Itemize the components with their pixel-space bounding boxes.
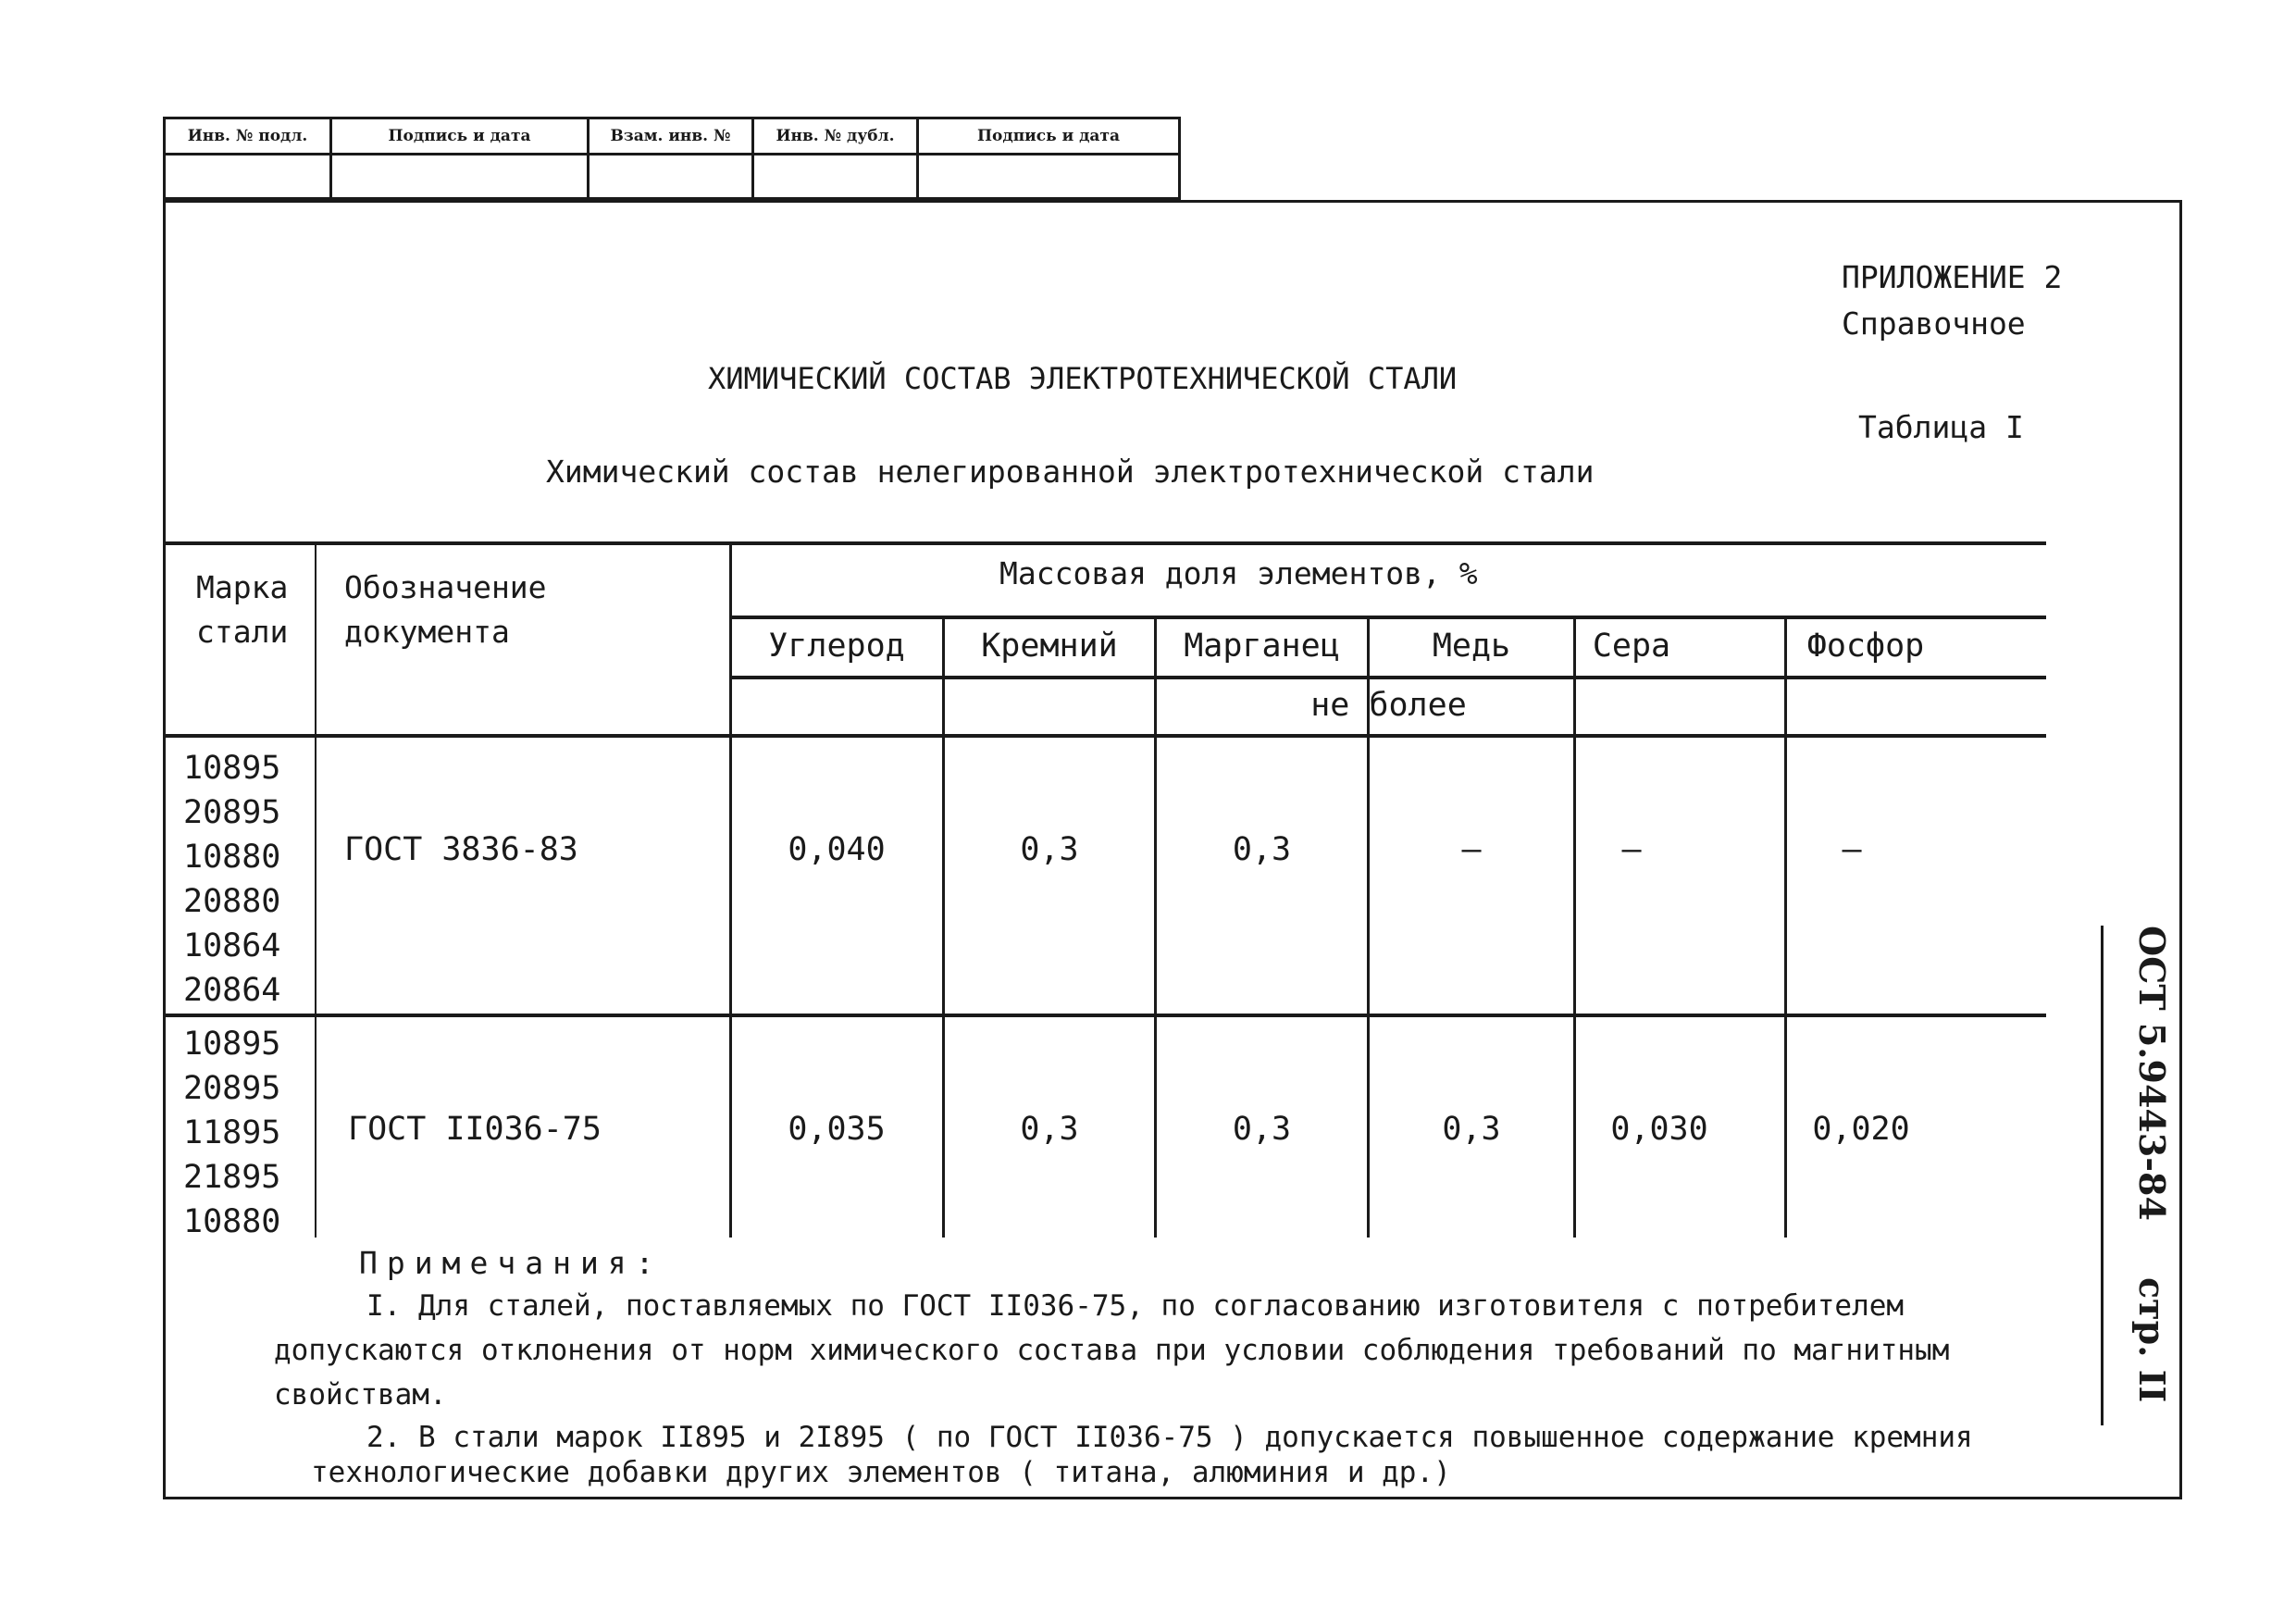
header-copper: Медь (1432, 628, 1511, 665)
archive-stamp (163, 117, 1181, 200)
stamp-header: Взам. инв. № (590, 119, 751, 155)
header-bottom-line (163, 734, 2046, 738)
header-mass-fraction: Массовая доля элементов, % (999, 555, 1478, 591)
grade-item: 21895 (183, 1159, 281, 1196)
note-line: допускаются отклонения от норм химического состава при условии соблюдения требований по магнитным (274, 1334, 1950, 1367)
row1-document: ГОСТ 3836-83 (344, 831, 578, 868)
row2-carbon: 0,035 (788, 1111, 886, 1148)
row2-phosphorus: 0,020 (1812, 1111, 1910, 1148)
appendix-label: ПРИЛОЖЕНИЕ 2 (1842, 259, 2063, 295)
grade-item: 20895 (183, 794, 281, 831)
row1-manganese: 0,3 (1232, 831, 1292, 868)
row2-copper: 0,3 (1442, 1111, 1501, 1148)
document-title: ХИМИЧЕСКИЙ СОСТАВ ЭЛЕКТРОТЕХНИЧЕСКОЙ СТАЛИ (708, 361, 1458, 396)
stamp-header: Подпись и дата (919, 119, 1178, 155)
col-divider-grade (315, 541, 316, 1238)
header-grade-line1: Марка (196, 569, 289, 605)
notes-heading: Примечания: (359, 1245, 664, 1281)
stamp-col-inv (166, 119, 332, 197)
grade-item: 10880 (183, 1203, 281, 1240)
appendix-type: Справочное (1842, 305, 2026, 342)
side-stamp (2101, 926, 2175, 1425)
stamp-col-dup (754, 119, 919, 197)
stamp-col-replace (590, 119, 754, 197)
header-manganese: Марганец (1184, 628, 1340, 665)
row2-silicon: 0,3 (1020, 1111, 1079, 1148)
row-divider-line (163, 1014, 2046, 1017)
grade-item: 20895 (183, 1070, 281, 1107)
note-line: технологические добавки других элементов ( титана, алюминия и др.) (311, 1456, 1451, 1489)
header-silicon: Кремний (981, 628, 1118, 665)
table-subtitle: Химический состав нелегированной электротехнической стали (546, 454, 1595, 490)
header-limit: не более (1310, 687, 1467, 724)
side-stamp-border (2101, 926, 2104, 1425)
header-sulfur: Сера (1592, 628, 1671, 665)
side-stamp-code: ОСТ 5.9443-84 (2131, 926, 2173, 1221)
header-carbon: Углерод (768, 628, 905, 665)
row2-sulfur: 0,030 (1610, 1111, 1708, 1148)
elements-top-line (731, 616, 2046, 619)
grade-item: 10895 (183, 750, 281, 787)
row1-sulfur: – (1621, 831, 1642, 868)
grade-item: 10895 (183, 1026, 281, 1063)
stamp-header: Инв. № подл. (166, 119, 329, 155)
note-line: I. Для сталей, поставляемых по ГОСТ II036-75, по согласованию изготовителя с потребителем (366, 1289, 1905, 1323)
row1-silicon: 0,3 (1020, 831, 1079, 868)
note-line: 2. В стали марок II895 и 2I895 ( по ГОСТ II036-75 ) допускается повышенное содержание кремния (366, 1421, 1973, 1454)
table-label: Таблица I (1858, 409, 2024, 445)
row1-carbon: 0,040 (788, 831, 886, 868)
grade-item: 10864 (183, 927, 281, 964)
grade-item: 20880 (183, 883, 281, 920)
header-doc-line2: документа (344, 614, 510, 650)
grade-item: 10880 (183, 839, 281, 876)
header-grade-line2: стали (196, 614, 289, 650)
stamp-col-sign2 (919, 119, 1178, 197)
stamp-header: Инв. № дубл. (754, 119, 916, 155)
grade-item: 11895 (183, 1114, 281, 1151)
stamp-header: Подпись и дата (332, 119, 587, 155)
row2-manganese: 0,3 (1232, 1111, 1292, 1148)
grade-item: 20864 (183, 972, 281, 1009)
header-phosphorus: Фосфор (1806, 628, 1925, 665)
row2-document: ГОСТ II036-75 (348, 1111, 602, 1148)
note-line: свойствам. (274, 1378, 447, 1412)
header-doc-line1: Обозначение (344, 569, 547, 605)
row1-phosphorus: – (1842, 831, 1862, 868)
row2-grades (183, 1022, 280, 1244)
stamp-col-sign (332, 119, 590, 197)
table-top-line (163, 541, 2046, 545)
row1-copper: – (1461, 831, 1482, 868)
elements-bottom-line (731, 676, 2046, 679)
side-stamp-page: стр. II (2131, 1277, 2173, 1403)
row1-grades (183, 746, 280, 1013)
